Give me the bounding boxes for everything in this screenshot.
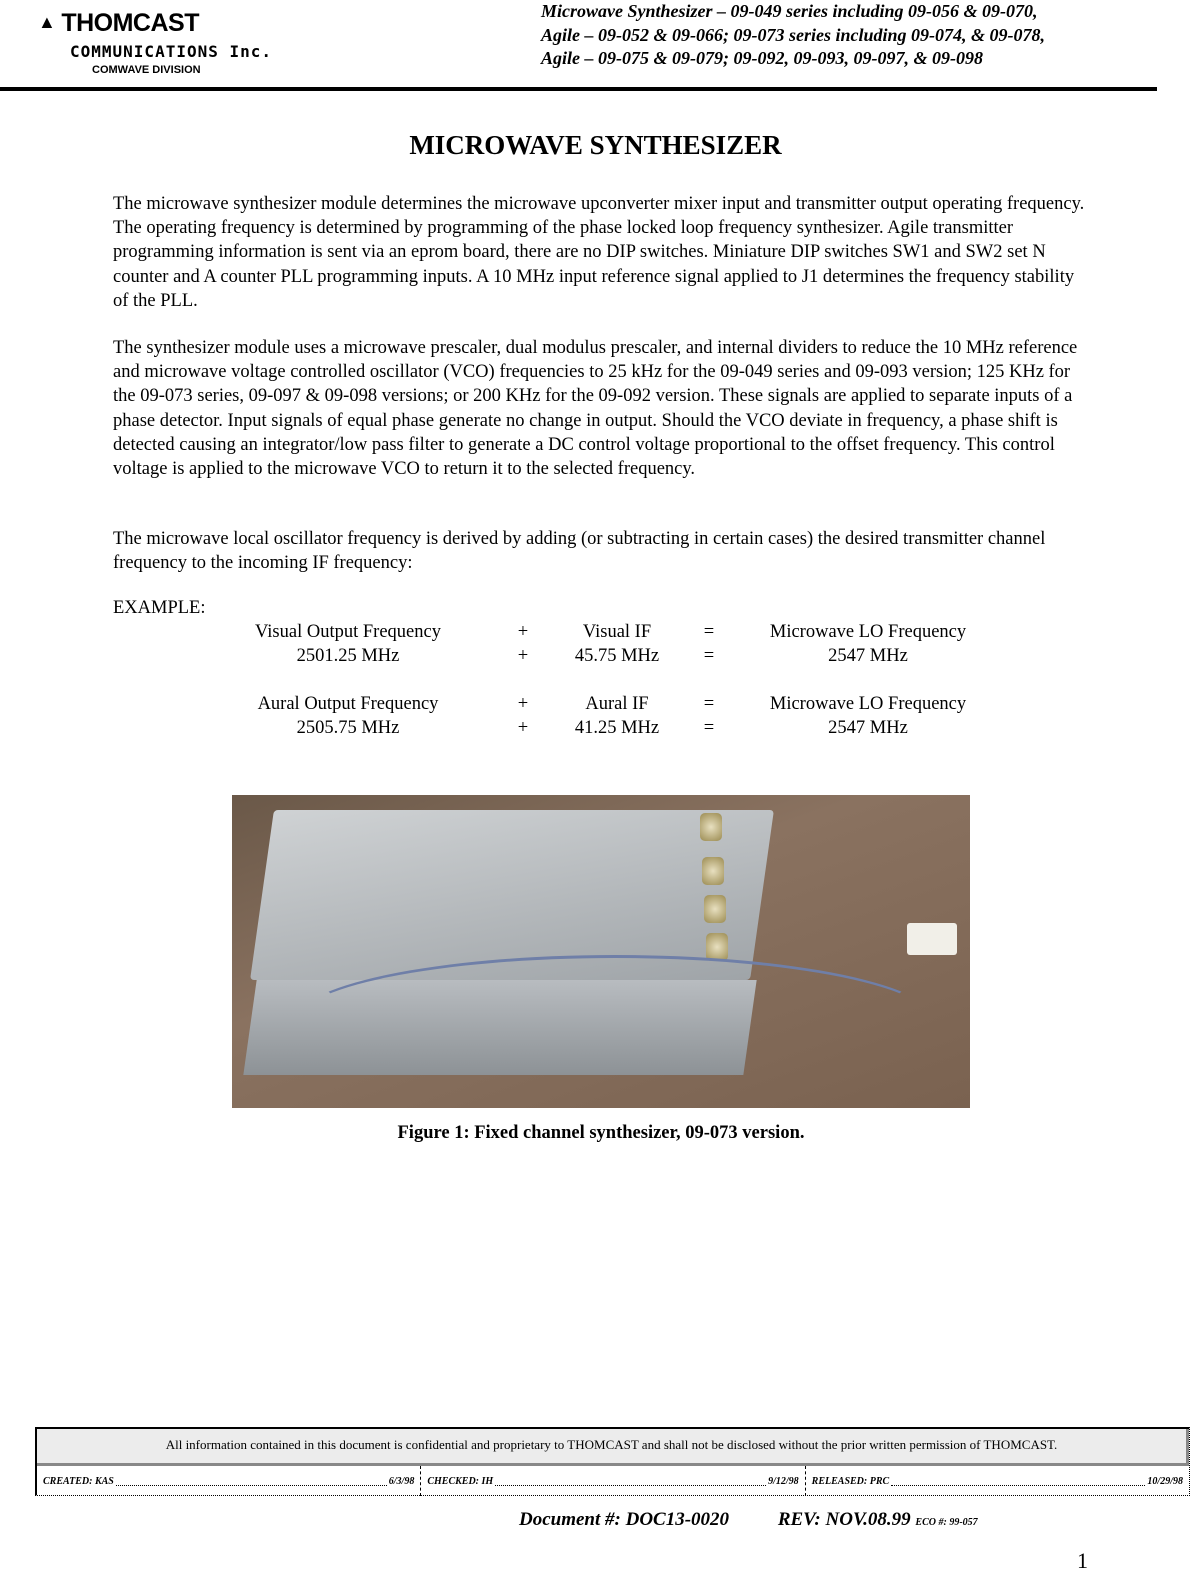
eco-number: ECO #: 99-057 — [915, 1517, 978, 1528]
logo-name: THOMCAST — [61, 9, 199, 37]
example-row — [0, 694, 1191, 718]
header-line: Microwave Synthesizer – 09-049 series including 09-056 & 09-070, — [541, 1, 1038, 21]
example-cell: 2547 MHz — [828, 646, 908, 666]
example-cell: Aural Output Frequency — [257, 694, 439, 714]
signoff-row — [37, 1466, 1189, 1496]
module-top — [250, 810, 774, 980]
signoff-label: CREATED: KAS — [43, 1475, 114, 1487]
example-cell: 2547 MHz — [828, 718, 908, 738]
example-cell: Visual Output Frequency — [255, 622, 441, 642]
logo-company: COMMUNICATIONS Inc. — [70, 42, 273, 61]
signoff-date: 10/29/98 — [1147, 1475, 1183, 1487]
example-cell: 41.25 MHz — [574, 718, 660, 738]
cable — [292, 955, 938, 1091]
example-cell: 2501.25 MHz — [296, 646, 400, 666]
paragraph: The microwave synthesizer module determines the microwave upconverter mixer input and transmitter output operating frequency. The operating frequency is determined by programming of the phase locked loop frequency synthesizer. Agile transmitter programming information is sent via an eprom board, there are no DIP switches. Miniature DIP switches SW1 and SW2 set N counter and A counter PLL programming inputs. A 10 MHz input reference signal applied to J1 determines the frequency stability of the PLL. — [113, 194, 1085, 311]
header-title — [541, 0, 1045, 71]
example-cell: = — [703, 694, 715, 714]
revision: REV: NOV.08.99 — [777, 1509, 911, 1530]
paragraph: The synthesizer module uses a microwave prescaler, dual modulus prescaler, and internal dividers to reduce the 10 MHz reference and microwave voltage controlled oscillator (VCO) frequencies to 25 kHz for the 09-049 series and 09-093 version; 125 KHz for the 09-073 series, 09-097 & 09-098 versions; or 200 KHz for the 09-092 version. These signals are applied to separate inputs of a phase detector. Input signals of equal phase generate no change in output. Should the VCO deviate in frequency, a phase shift is detected causing an integrator/low pass filter to generate a DC control voltage proportional to the offset frequency. This control voltage is applied to the microwave VCO to return it to the selected frequency. — [113, 338, 1078, 480]
document-number: Document #: DOC13-0020 — [519, 1509, 730, 1530]
page-title: MICROWAVE SYNTHESIZER — [409, 130, 782, 160]
example-row — [0, 718, 1191, 742]
header-line: Agile – 09-075 & 09-079; 09-092, 09-093, 09-097, & 09-098 — [541, 48, 983, 68]
signoff-created — [37, 1466, 421, 1496]
example-cell: 2505.75 MHz — [296, 718, 400, 738]
example-cell: + — [517, 694, 529, 714]
sma-connector-icon — [704, 895, 726, 923]
example-cell: Microwave LO Frequency — [769, 694, 967, 714]
logo-division: COMWAVE DIVISION — [92, 64, 201, 76]
sma-connector-icon — [706, 933, 728, 961]
confidentiality-notice: All information contained in this document is confidential and proprietary to THOMCAST and shall not be disclosed without the prior written permission of THOMCAST. — [37, 1429, 1189, 1466]
signoff-date: 6/3/98 — [388, 1475, 415, 1487]
paragraph: The microwave local oscillator frequency is derived by adding (or subtracting in certain cases) the desired transmitter channel frequency to the incoming IF frequency: — [113, 529, 1046, 574]
logo-mark-icon: ▲ — [38, 12, 56, 32]
example-cell: = — [703, 646, 715, 666]
header-line: Agile – 09-052 & 09-066; 09-073 series including 09-074, & 09-078, — [541, 24, 1045, 45]
header-rule — [0, 87, 1157, 91]
synthesizer-photo — [232, 795, 970, 1108]
example-cell: Visual IF — [582, 622, 652, 642]
example-cell: + — [517, 718, 529, 738]
example-row — [0, 622, 1191, 646]
signoff-checked — [421, 1466, 805, 1496]
sma-connector-icon — [702, 857, 724, 885]
figure-caption: Figure 1: Fixed channel synthesizer, 09-073 version. — [397, 1123, 805, 1143]
example-cell: Microwave LO Frequency — [769, 622, 967, 642]
document-id-line — [519, 1509, 978, 1531]
signoff-date: 9/12/98 — [768, 1475, 799, 1487]
signoff-label: RELEASED: PRC — [811, 1475, 890, 1487]
example-cell: 45.75 MHz — [574, 646, 660, 666]
example-cell: + — [517, 646, 529, 666]
company-logo — [38, 9, 199, 38]
example-cell: = — [703, 622, 715, 642]
example-cell: = — [703, 718, 715, 738]
signoff-label: CHECKED: IH — [427, 1475, 494, 1487]
example-row — [0, 646, 1191, 670]
sma-connector-icon — [700, 813, 722, 841]
signoff-released — [806, 1466, 1189, 1496]
footer-box — [35, 1427, 1190, 1496]
example-label: EXAMPLE: — [113, 598, 206, 618]
connector-plug — [907, 923, 957, 955]
page-number: 1 — [1077, 1548, 1088, 1569]
example-cell: Aural IF — [585, 694, 649, 714]
example-cell: + — [517, 622, 529, 642]
